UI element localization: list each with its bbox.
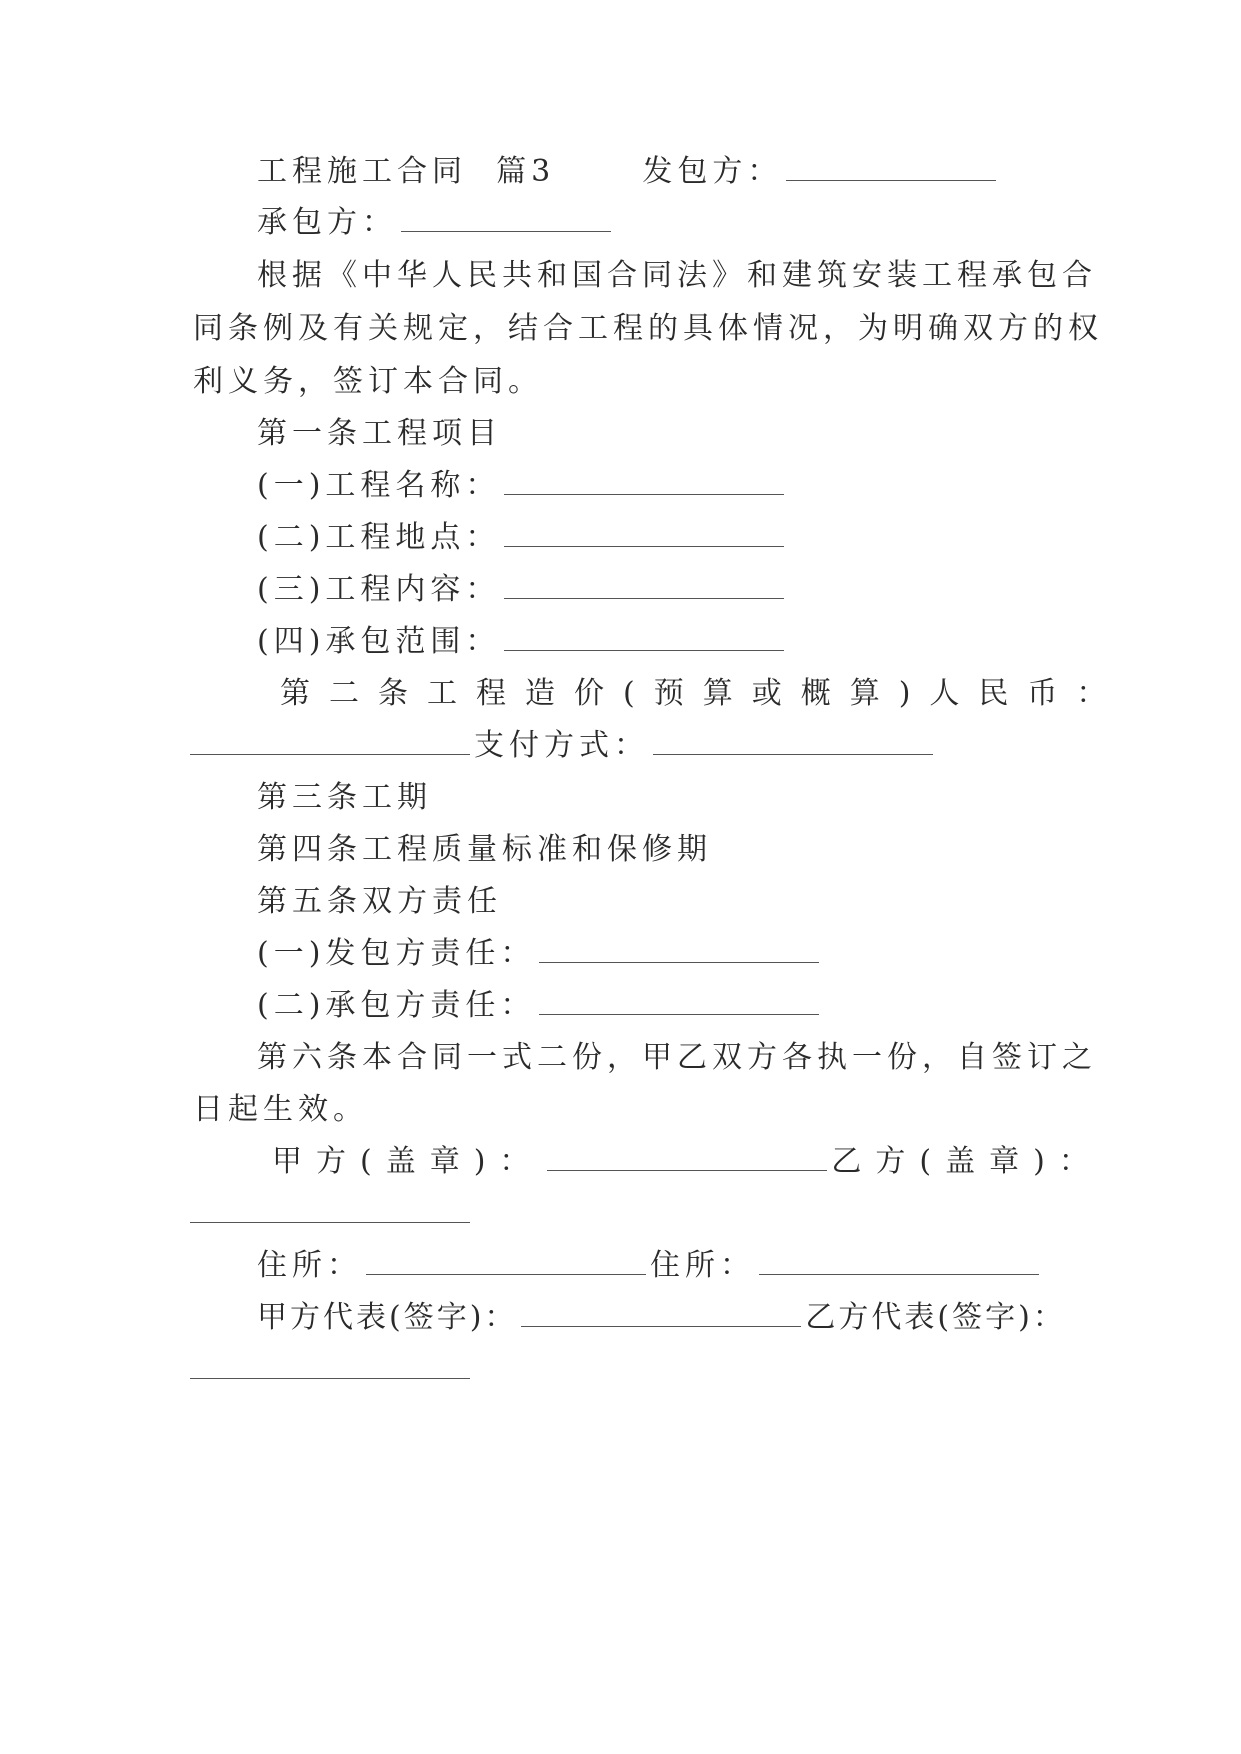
price-blank <box>190 728 470 755</box>
address-line <box>257 1246 1117 1286</box>
party-a-blank <box>786 154 996 181</box>
party-b-blank <box>401 205 611 232</box>
representative-line <box>257 1298 1117 1338</box>
contract-scope-blank <box>504 624 784 651</box>
representative-continuation <box>190 1350 1050 1390</box>
project-content-label: (三)工程内容： <box>257 572 501 607</box>
project-name-blank <box>504 468 784 495</box>
project-location-label: (二)工程地点： <box>257 520 501 555</box>
project-location-blank <box>504 520 784 547</box>
contractor-duty-label: (二)承包方责任： <box>257 988 536 1023</box>
party-b-address-label: 住所： <box>650 1248 755 1283</box>
employer-duty-label: (一)发包方责任： <box>257 936 536 971</box>
party-a-seal-label: 甲方(盖章)： <box>272 1144 544 1179</box>
article-1-item <box>257 466 1117 506</box>
article-6-line-1: 第六条本合同一式二份，甲乙双方各执一份，自签订之 <box>257 1040 1097 1075</box>
party-b-rep-label: 乙方代表(签字)： <box>805 1300 1066 1335</box>
party-a-address-label: 住所： <box>257 1248 362 1283</box>
title-line <box>257 152 1117 192</box>
contract-scope-label: (四)承包范围： <box>257 624 501 659</box>
party-b-seal-blank <box>190 1196 470 1223</box>
document-title: 工程施工合同 篇3 <box>257 154 556 189</box>
article-1-item <box>257 622 1117 662</box>
contractor-duty-blank <box>539 988 819 1015</box>
seal-line <box>272 1142 1132 1182</box>
employer-duty-blank <box>539 936 819 963</box>
party-a-rep-blank <box>521 1300 801 1327</box>
party-a-seal-blank <box>547 1144 827 1171</box>
article-5-item <box>257 986 1117 1026</box>
intro-line-2: 同条例及有关规定，结合工程的具体情况，为明确双方的权 <box>193 311 1103 346</box>
party-b-line <box>257 203 1117 243</box>
payment-label: 支付方式： <box>474 728 649 763</box>
article-4-heading: 第四条工程质量标准和保修期 <box>257 832 712 867</box>
party-b-label: 承包方： <box>257 205 397 240</box>
party-a-label: 发包方： <box>642 154 783 189</box>
article-1-heading: 第一条工程项目 <box>257 416 502 451</box>
article-1-item <box>257 518 1117 558</box>
intro-line-3: 利义务，签订本合同。 <box>193 364 543 399</box>
party-b-address-blank <box>759 1248 1039 1275</box>
party-b-seal-label: 乙方(盖章)： <box>831 1144 1103 1179</box>
article-2-payment-line <box>190 726 1050 766</box>
article-5-heading: 第五条双方责任 <box>257 884 502 919</box>
intro-line-1: 根据《中华人民共和国合同法》和建筑安装工程承包合 <box>257 258 1097 293</box>
article-5-item <box>257 934 1117 974</box>
project-name-label: (一)工程名称： <box>257 468 501 503</box>
party-b-rep-blank <box>190 1352 470 1379</box>
payment-blank <box>653 728 933 755</box>
article-6-line-2: 日起生效。 <box>193 1092 368 1127</box>
seal-continuation <box>190 1194 1050 1234</box>
party-a-rep-label: 甲方代表(签字)： <box>257 1300 518 1335</box>
article-1-item <box>257 570 1117 610</box>
party-a-address-blank <box>366 1248 646 1275</box>
article-2-heading: 第二条工程造价(预算或概算)人民币： <box>280 676 1126 711</box>
project-content-blank <box>504 572 784 599</box>
article-3-heading: 第三条工期 <box>257 780 432 815</box>
